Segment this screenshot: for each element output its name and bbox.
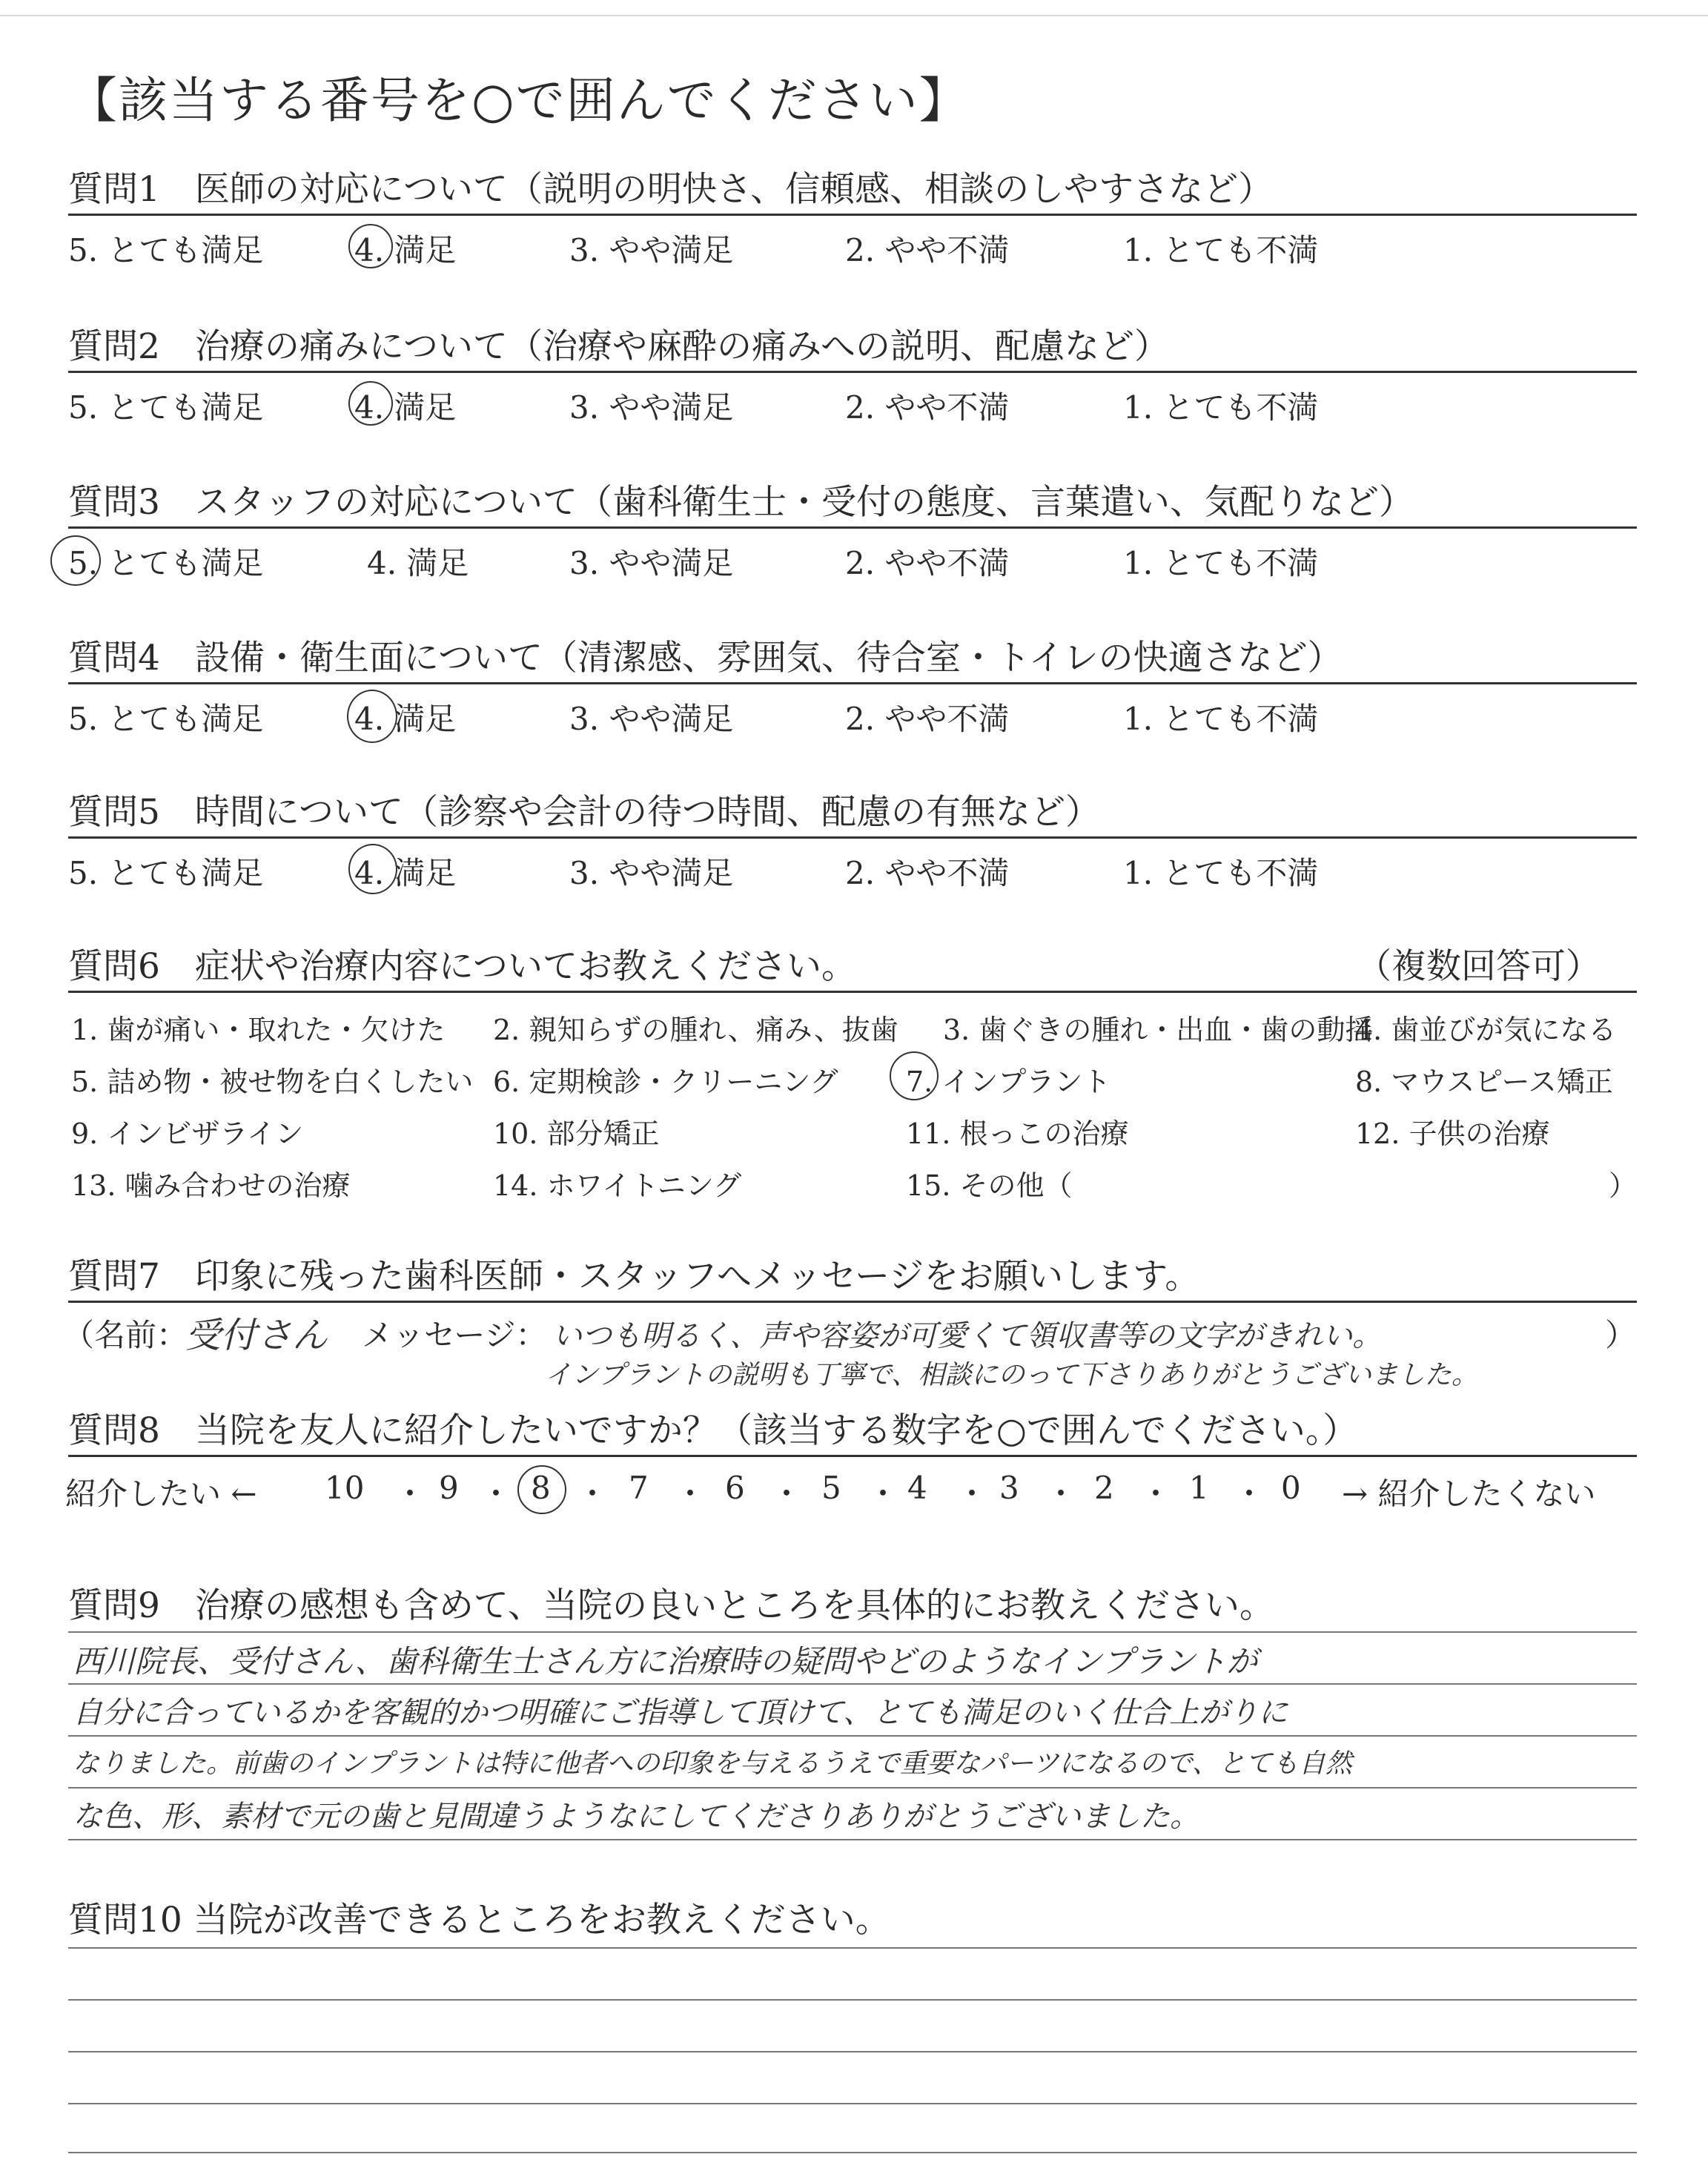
q4-rule (68, 682, 1637, 684)
q8-rule (68, 1455, 1637, 1457)
q7-message-line-2[interactable]: インプラントの説明も丁寧で、相談にのって下さりありがとうございました。 (545, 1360, 1478, 1390)
q5-option-3[interactable]: 3. やや満足 (569, 855, 734, 891)
q1-option-2[interactable]: 2. やや不満 (845, 232, 1010, 268)
q8-title: 質問8 当院を友人に紹介したいですか？（該当する数字を○で囲んでください。） (68, 1410, 1358, 1451)
q6-item-4[interactable]: 4. 歯並びが気になる (1355, 1014, 1617, 1046)
q1-selection-circle (348, 224, 393, 268)
q8-right-label: → 紹介したくない (1342, 1476, 1596, 1512)
q4-option-2[interactable]: 2. やや不満 (845, 701, 1010, 737)
q8-separator: ・ (867, 1476, 899, 1512)
q9-line-3 (68, 1735, 1637, 1737)
q3-option-3[interactable]: 3. やや満足 (569, 545, 734, 581)
q3-option-4[interactable]: 4. 満足 (367, 545, 469, 581)
q1-option-1[interactable]: 1. とても不満 (1123, 232, 1319, 268)
q4-selection-circle (347, 690, 397, 743)
scan-edge (0, 15, 1708, 16)
q4-option-3[interactable]: 3. やや満足 (569, 701, 734, 737)
q9-answer-line-1[interactable]: 西川院長、受付さん、歯科衛生士さん方に治療時の疑問やどのようなインプラントが (73, 1643, 1258, 1680)
q5-rule (68, 836, 1637, 839)
q9-line-4 (68, 1787, 1637, 1789)
q6-item-7[interactable]: 7. インプラント (906, 1066, 1111, 1098)
q3-option-5[interactable]: 5. とても満足 (68, 545, 264, 581)
q8-separator: ・ (577, 1476, 609, 1512)
q8-separator: ・ (771, 1476, 803, 1512)
q6-note: （複数回答可） (1357, 946, 1601, 987)
q6-rule (68, 991, 1637, 993)
form-header: 【該当する番号を○で囲んでください】 (68, 72, 970, 129)
q6-item-11[interactable]: 11. 根っこの治療 (906, 1117, 1129, 1150)
q8-option-3[interactable]: 3 (999, 1470, 1019, 1506)
q8-option-0[interactable]: 0 (1281, 1470, 1301, 1506)
q5-option-1[interactable]: 1. とても不満 (1123, 855, 1319, 891)
q8-option-10[interactable]: 10 (325, 1470, 365, 1506)
q10-line-3[interactable] (68, 2051, 1637, 2052)
q10-line-1[interactable] (68, 1947, 1637, 1949)
q2-option-5[interactable]: 5. とても満足 (68, 389, 264, 426)
q3-title: 質問3 スタッフの対応について（歯科衛生士・受付の態度、言葉遣い、気配りなど） (68, 482, 1414, 523)
q8-left-label: 紹介したい ← (65, 1476, 257, 1512)
q10-line-2[interactable] (68, 1999, 1637, 2001)
q7-message-line-1[interactable]: いつも明るく、声や容姿が可愛くて領収書等の文字がきれい。 (552, 1319, 1383, 1353)
q2-option-2[interactable]: 2. やや不満 (845, 389, 1010, 426)
q3-option-1[interactable]: 1. とても不満 (1123, 545, 1319, 581)
q8-option-7[interactable]: 7 (629, 1470, 649, 1506)
q4-option-1[interactable]: 1. とても不満 (1123, 701, 1319, 737)
q5-option-2[interactable]: 2. やや不満 (845, 855, 1010, 891)
q7-rule (68, 1301, 1637, 1303)
q8-separator: ・ (394, 1476, 426, 1512)
q7-title: 質問7 印象に残った歯科医師・スタッフへメッセージをお願いします。 (68, 1256, 1200, 1297)
q6-title: 質問6 症状や治療内容についてお教えください。 (68, 946, 856, 987)
q6-item-2[interactable]: 2. 親知らずの腫れ、痛み、抜歯 (493, 1014, 898, 1046)
q8-option-4[interactable]: 4 (907, 1470, 927, 1506)
q6-item-12[interactable]: 12. 子供の治療 (1355, 1117, 1550, 1150)
q9-line-1 (68, 1631, 1637, 1633)
q10-title: 質問10 当院が改善できるところをお教えください。 (68, 1900, 890, 1941)
q8-separator: ・ (956, 1476, 988, 1512)
q1-option-4[interactable]: 4. 満足 (354, 232, 457, 268)
q6-item-14[interactable]: 14. ホワイトニング (493, 1169, 742, 1202)
q9-title: 質問9 治療の感想も含めて、当院の良いところを具体的にお教えください。 (68, 1585, 1274, 1626)
q3-rule (68, 526, 1637, 529)
q2-rule (68, 371, 1637, 373)
q10-line-4[interactable] (68, 2103, 1637, 2104)
q2-option-1[interactable]: 1. とても不満 (1123, 389, 1319, 426)
q8-separator: ・ (675, 1476, 706, 1512)
q8-separator: ・ (1045, 1476, 1077, 1512)
q2-selection-circle (348, 381, 393, 426)
q6-selection-circle (890, 1051, 939, 1100)
q6-item-1[interactable]: 1. 歯が痛い・取れた・欠けた (71, 1014, 446, 1046)
q6-item-13[interactable]: 13. 噛み合わせの治療 (71, 1169, 351, 1202)
q2-option-4[interactable]: 4. 満足 (354, 389, 457, 426)
q6-item-9[interactable]: 9. インビザライン (71, 1117, 304, 1150)
q3-option-2[interactable]: 2. やや不満 (845, 545, 1010, 581)
q1-title: 質問1 医師の対応について（説明の明快さ、信頼感、相談のしやすさなど） (68, 169, 1274, 210)
q1-option-3[interactable]: 3. やや満足 (569, 232, 734, 268)
q8-option-1[interactable]: 1 (1189, 1470, 1209, 1506)
q1-rule (68, 214, 1637, 216)
q6-item-3[interactable]: 3. 歯ぐきの腫れ・出血・歯の動揺 (943, 1014, 1374, 1046)
q8-option-8[interactable]: 8 (531, 1470, 551, 1506)
q6-item-8[interactable]: 8. マウスピース矯正 (1355, 1066, 1613, 1098)
q7-name-label: （名前： (63, 1317, 188, 1353)
q1-option-5[interactable]: 5. とても満足 (68, 232, 264, 268)
q8-separator: ・ (1234, 1476, 1265, 1512)
q6-close-paren: ） (1609, 1169, 1638, 1202)
q6-item-15[interactable]: 15. その他（ (906, 1169, 1073, 1202)
q5-selection-circle (348, 844, 397, 894)
q8-separator: ・ (480, 1476, 512, 1512)
q4-option-4[interactable]: 4. 満足 (354, 701, 457, 737)
q2-title: 質問2 治療の痛みについて（治療や麻酔の痛みへの説明、配慮など） (68, 326, 1170, 367)
q9-answer-line-2[interactable]: 自分に合っているかを客観的かつ明確にご指導して頂けて、とても満足のいく仕合上がりに (73, 1696, 1288, 1730)
q2-option-3[interactable]: 3. やや満足 (569, 389, 734, 426)
q9-answer-line-3[interactable]: なりました。前歯のインプラントは特に他者への印象を与えるうえで重要なパーツになるので、とても自然 (73, 1748, 1352, 1779)
q8-option-9[interactable]: 9 (439, 1470, 459, 1506)
q6-item-5[interactable]: 5. 詰め物・被せ物を白くしたい (71, 1066, 474, 1098)
q8-option-2[interactable]: 2 (1094, 1470, 1114, 1506)
q7-close-paren: ） (1605, 1317, 1637, 1353)
q4-option-5[interactable]: 5. とても満足 (68, 701, 264, 737)
q5-title: 質問5 時間について（診察や会計の待つ時間、配慮の有無など） (68, 792, 1100, 833)
q8-selection-circle (517, 1465, 566, 1514)
q10-line-5[interactable] (68, 2152, 1637, 2153)
q8-option-5[interactable]: 5 (821, 1470, 841, 1506)
q3-selection-circle (50, 535, 101, 586)
q7-message-label: メッセージ： (362, 1317, 547, 1353)
q9-answer-line-4[interactable]: な色、形、素材で元の歯と見間違うようなにしてくださりありがとうございました。 (73, 1800, 1199, 1834)
q9-line-2 (68, 1683, 1637, 1685)
q5-option-5[interactable]: 5. とても満足 (68, 855, 264, 891)
q6-item-6[interactable]: 6. 定期検診・クリーニング (493, 1066, 838, 1098)
q8-option-6[interactable]: 6 (725, 1470, 745, 1506)
q6-item-10[interactable]: 10. 部分矯正 (493, 1117, 660, 1150)
q5-option-4[interactable]: 4. 満足 (354, 855, 457, 891)
q9-line-5 (68, 1839, 1637, 1840)
q7-name-value[interactable]: 受付さん (185, 1315, 328, 1356)
q8-separator: ・ (1140, 1476, 1172, 1512)
q4-title: 質問4 設備・衛生面について（清潔感、雰囲気、待合室・トイレの快適さなど） (68, 638, 1343, 678)
